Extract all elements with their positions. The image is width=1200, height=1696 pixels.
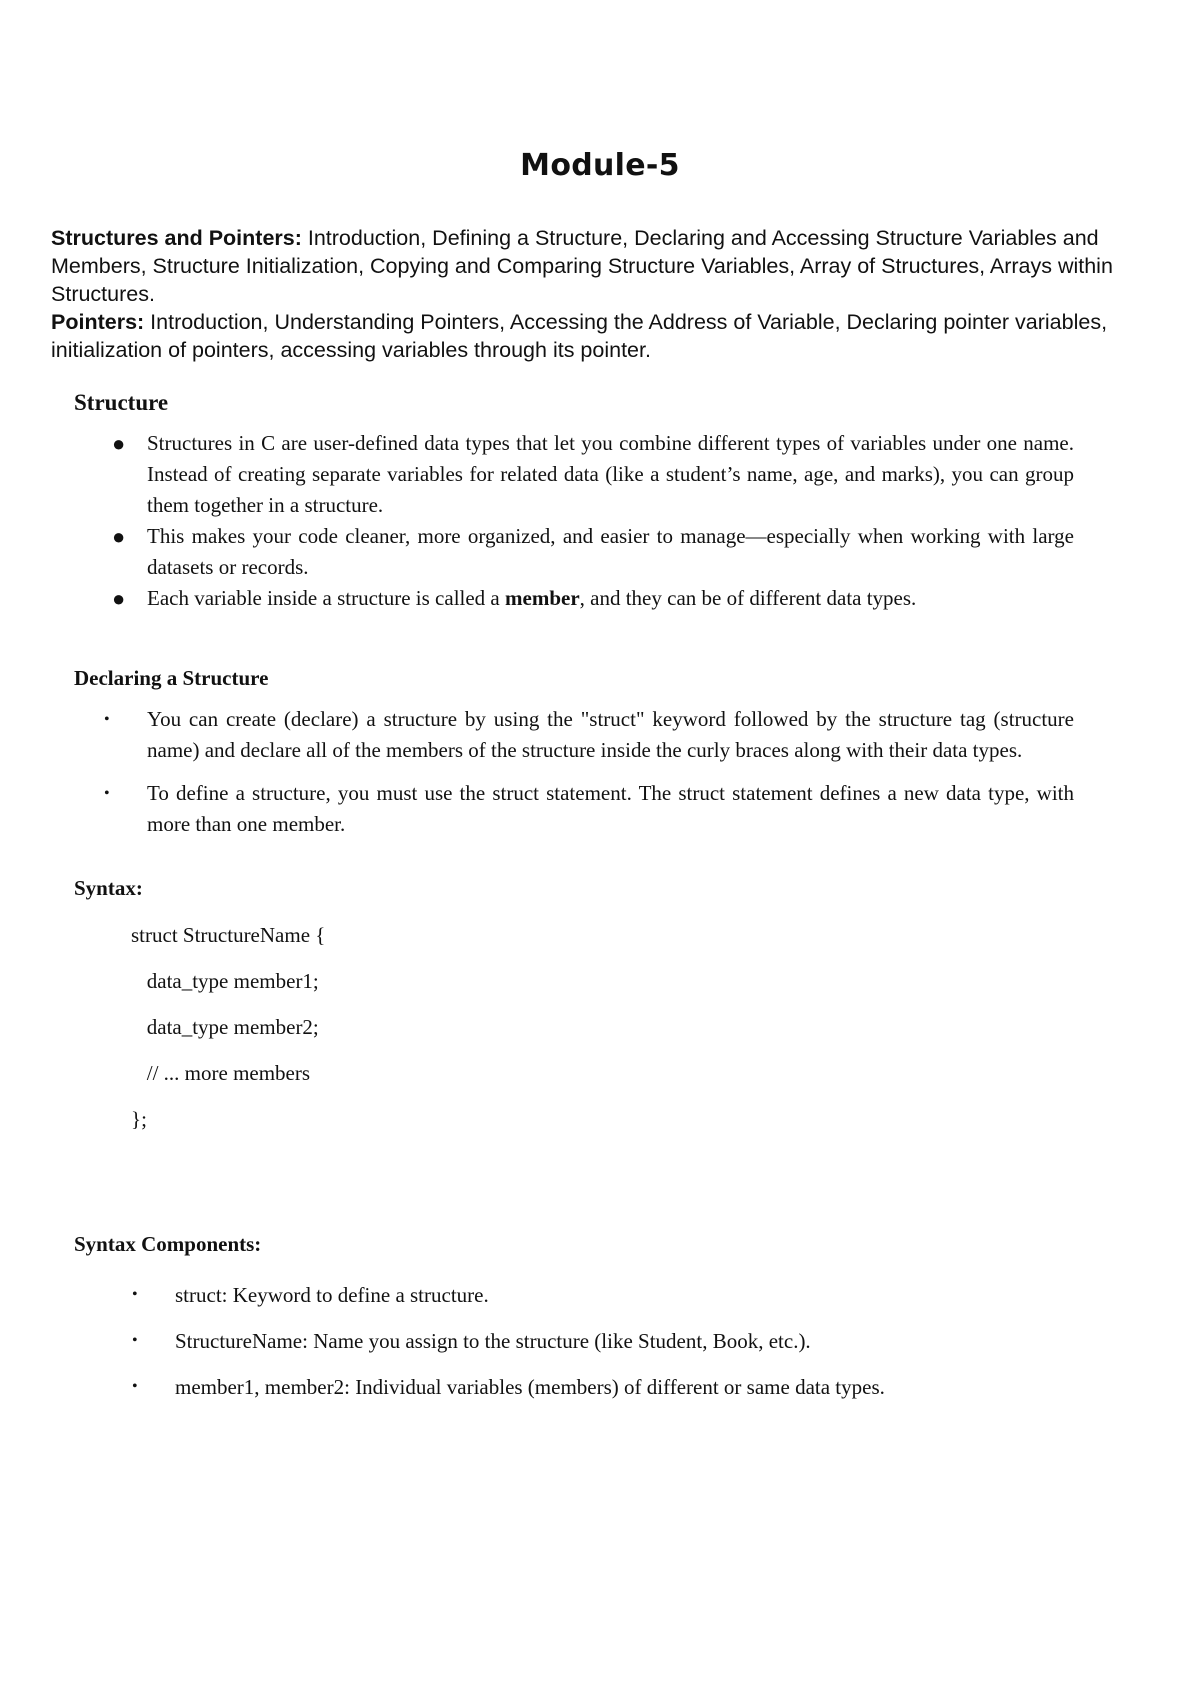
- list-item: [74, 1364, 1074, 1410]
- bullet-marker: ●: [112, 524, 126, 549]
- pointers-summary-lead: Pointers:: [51, 310, 145, 334]
- syntax-heading: Syntax:: [74, 876, 143, 900]
- code-line: };: [131, 1107, 147, 1131]
- declaring-section: [74, 666, 1074, 840]
- syntax-code-block: [131, 912, 1074, 1142]
- declaring-heading: Declaring a Structure: [74, 666, 269, 690]
- list-item: [74, 704, 1074, 766]
- pointers-summary: [51, 308, 1176, 364]
- list-item: [74, 583, 1074, 614]
- code-line: data_type member2;: [131, 1015, 319, 1039]
- list-item-text-suffix: , and they can be of different data types.: [579, 586, 917, 610]
- list-item-text: struct: Keyword to define a structure.: [175, 1283, 489, 1307]
- components-heading: Syntax Components:: [74, 1232, 262, 1256]
- components-bullet-list: [74, 1272, 1074, 1410]
- list-item: [74, 521, 1074, 583]
- page-title: Module-5: [520, 148, 680, 183]
- bullet-marker: •: [104, 711, 110, 728]
- syntax-section: [74, 876, 1074, 1142]
- structures-summary: [51, 224, 1176, 308]
- member-term: member: [505, 586, 580, 610]
- list-item-text: This makes your code cleaner, more organized, and easier to manage—especially when working with large datasets or records.: [147, 524, 1074, 579]
- list-item: [74, 428, 1074, 521]
- list-item: [74, 1272, 1074, 1318]
- list-item: [74, 1318, 1074, 1364]
- structure-bullet-list: [74, 428, 1074, 614]
- module-summary: [51, 224, 1176, 364]
- list-item-text: member1, member2: Individual variables (members) of different or same data types.: [175, 1375, 885, 1399]
- pointers-summary-text: Introduction, Understanding Pointers, Accessing the Address of Variable, Declaring pointer variables, initialization of pointers, accessing variables through its pointer.: [51, 310, 1108, 362]
- list-item-text: To define a structure, you must use the struct statement. The struct statement defines a new data type, with more than one member.: [147, 781, 1074, 836]
- code-line: data_type member1;: [131, 969, 319, 993]
- list-item-text: Each variable inside a structure is called a: [147, 586, 506, 610]
- list-item-text: You can create (declare) a structure by using the "struct" keyword followed by the structure tag (structure name) and declare all of the members of the structure inside the curly braces along with their data types.: [147, 707, 1074, 762]
- bullet-marker: •: [132, 1378, 138, 1395]
- code-line: // ... more members: [131, 1061, 311, 1085]
- components-section: [74, 1232, 1074, 1410]
- bullet-marker: ●: [112, 586, 126, 611]
- list-item-text: Structures in C are user-defined data types that let you combine different types of variables under one name. Instead of creating separate variables for related data (like a student’s name, age, and marks), you can group them together in a structure.: [147, 431, 1074, 517]
- declaring-bullet-list: [74, 704, 1074, 840]
- structure-heading: Structure: [74, 390, 169, 415]
- bullet-marker: •: [104, 785, 110, 802]
- bullet-marker: •: [132, 1286, 138, 1303]
- code-line: struct StructureName {: [131, 923, 326, 947]
- structure-section: [74, 390, 1074, 614]
- structures-summary-text: Introduction, Defining a Structure, Declaring and Accessing Structure Variables and Members, Structure Initialization, Copying and Comparing Structure Variables, Array of Structures, Arrays within Structures.: [51, 226, 1113, 306]
- structures-summary-lead: Structures and Pointers:: [51, 226, 302, 250]
- bullet-marker: ●: [112, 431, 126, 456]
- bullet-marker: •: [132, 1332, 138, 1349]
- list-item-text: StructureName: Name you assign to the structure (like Student, Book, etc.).: [175, 1329, 811, 1353]
- list-item: [74, 778, 1074, 840]
